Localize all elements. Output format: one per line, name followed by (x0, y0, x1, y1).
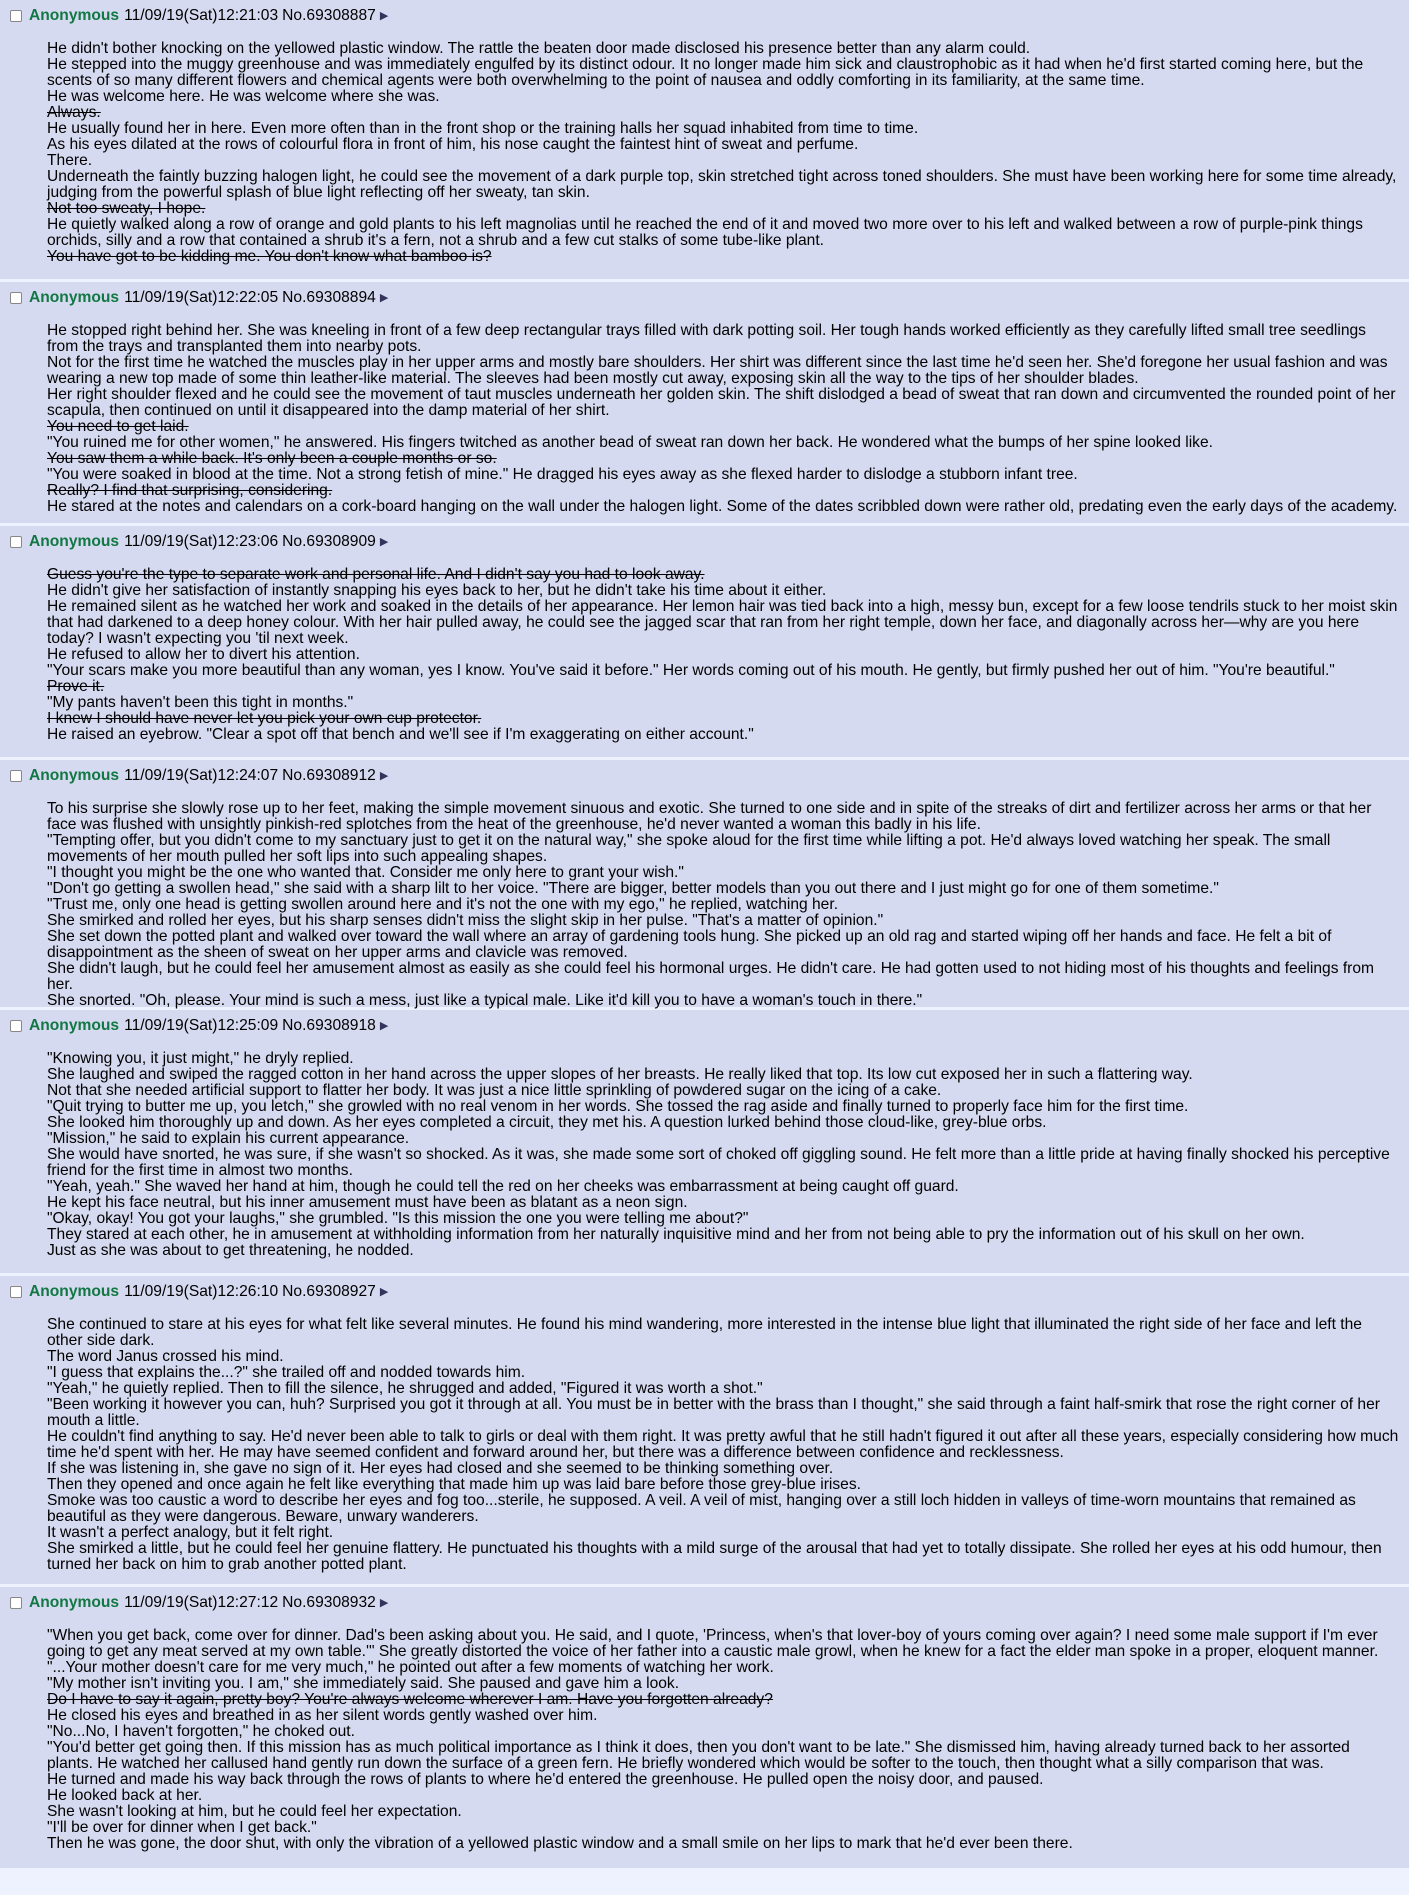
post-select-checkbox[interactable] (10, 292, 22, 304)
spoiler-line: You have got to be kidding me. You don't know what bamboo is? (47, 248, 492, 265)
message-line: She didn't laugh, but he could feel her amusement almost as easily as she could feel his hormonal urges. He didn't care. He had gotten used to not hiding most of his thoughts and feelings from her. (47, 960, 1375, 993)
message-line: He looked back at her. (47, 1787, 203, 1804)
message-line: He kept his face neutral, but his inner amusement must have been as blatant as a neon sign. (47, 1194, 688, 1211)
post-datetime: 11/09/19(Sat)12:23:06 (124, 533, 279, 550)
poster-name: Anonymous (29, 767, 120, 784)
post-select-checkbox[interactable] (10, 1286, 22, 1298)
post-select-checkbox[interactable] (10, 1020, 22, 1032)
message-line: Not for the first time he watched the muscles play in her upper arms and mostly bare shoulders. Her shirt was different since the last time he'd seen her. She'd foregone her usual fashion and was wearing a new top made of some thin leather-like material. The sleeves had been mostly cut away, exposing skin all the way to the tips of her shoulder blades. (47, 354, 1388, 387)
post (0, 282, 1409, 526)
message-line: She would have snorted, he was sure, if she wasn't so shocked. As it was, she made some sort of choked off giggling sound. He felt more than a little pride at having finally shocked his perceptive friend for the first time in almost two months. (47, 1146, 1390, 1179)
message-line: Underneath the faintly buzzing halogen light, he could see the movement of a dark purple top, skin stretched tight across toned shoulders. She must have been working here for some time already, judging from the powerful splash of blue light reflecting off her sweaty, tan skin. (47, 168, 1397, 201)
poster-name: Anonymous (29, 1594, 120, 1611)
post (0, 1276, 1409, 1587)
message-line: Her right shoulder flexed and he could see the movement of taut muscles underneath her golden skin. The shift dislodged a bead of sweat that ran down and circumvented the rounded point of her scapula, then continued on until it disappeared into the damp material of her shirt. (47, 386, 1396, 419)
post-number-link[interactable]: No.69308927 (282, 1283, 376, 1300)
post-menu-arrow-icon[interactable]: ▶ (379, 1597, 389, 1609)
message-line: "My pants haven't been this tight in months." (47, 694, 354, 711)
message-line: He stopped right behind her. She was kneeling in front of a few deep rectangular trays filled with dark potting soil. Her tough hands worked efficiently as they carefully lifted small tree seedlings from the trays and transplanted them into nearby pots. (47, 322, 1366, 355)
poster-name: Anonymous (29, 289, 120, 306)
post-number-link[interactable]: No.69308912 (282, 767, 376, 784)
spoiler-line: Guess you're the type to separate work and personal life. And I didn't say you had to look away. (47, 566, 705, 583)
post-info (8, 5, 1399, 27)
spoiler-line: You saw them a while back. It's only been a couple months or so. (47, 450, 497, 467)
post-menu-arrow-icon[interactable]: ▶ (379, 536, 389, 548)
post-message (47, 1051, 1399, 1259)
message-line: He stared at the notes and calendars on a cork-board hanging on the wall under the halogen light. Some of the dates scribbled down were rather old, predating even the early days of the academy. (47, 498, 1398, 515)
post-info (8, 1015, 1399, 1037)
message-line: The word Janus crossed his mind. (47, 1348, 284, 1365)
message-line: She set down the potted plant and walked over toward the wall where an array of gardening tools hung. She picked up an old rag and started wiping off her hands and face. He felt a bit of disappointment as the sheen of sweat on her upper arms and clavicle was removed. (47, 928, 1332, 961)
message-line: "I guess that explains the...?" she trailed off and nodded towards him. (47, 1364, 526, 1381)
message-line: Then they opened and once again he felt like everything that made him up was laid bare before those grey-blue irises. (47, 1476, 861, 1493)
post (0, 526, 1409, 760)
message-line: "You ruined me for other women," he answered. His fingers twitched as another bead of sweat ran down her back. He wondered what the bumps of her spine looked like. (47, 434, 1213, 451)
message-line: She wasn't looking at him, but he could feel her expectation. (47, 1803, 462, 1820)
post-info (8, 1592, 1399, 1614)
message-line: He couldn't find anything to say. He'd never been able to talk to girls or deal with them right. It was pretty awful that he still hadn't figured it out after all these years, especially considering how much time he'd spent with her. He may have seemed confident and forward around her, but there was a difference between confidence and recklessness. (47, 1428, 1399, 1461)
message-line: "Don't go getting a swollen head," she said with a sharp lilt to her voice. "There are bigger, better models than you out there and I just might go for one of them sometime." (47, 880, 1219, 897)
post-info (8, 531, 1399, 553)
post-select-checkbox[interactable] (10, 536, 22, 548)
spoiler-line: Do I have to say it again, pretty boy? You're always welcome wherever I am. Have you forgotten already? (47, 1691, 773, 1708)
post (0, 1587, 1409, 1871)
post-message (47, 323, 1399, 515)
message-line: He remained silent as he watched her work and soaked in the details of her appearance. Her lemon hair was tied back into a high, messy bun, except for a few loose tendrils stuck to her moist skin that had darkened to a deep honey colour. With her hair pulled away, he could see the jagged scar that ran from her right temple, down her face, and diagonally across her—why are you here today? I wasn't expecting you 'til next week. (47, 598, 1398, 647)
message-line: "Okay, okay! You got your laughs," she grumbled. "Is this mission the one you were telling me about?" (47, 1210, 749, 1227)
post-menu-arrow-icon[interactable]: ▶ (379, 770, 389, 782)
message-line: As his eyes dilated at the rows of colourful flora in front of him, his nose caught the faintest hint of sweat and perfume. (47, 136, 859, 153)
message-line: He didn't bother knocking on the yellowed plastic window. The rattle the beaten door made disclosed his presence better than any alarm could. (47, 40, 1031, 57)
post-info (8, 765, 1399, 787)
spoiler-line: I knew I should have never let you pick your own cup protector. (47, 710, 482, 727)
message-line: Then he was gone, the door shut, with only the vibration of a yellowed plastic window and a small smile on her lips to mark that he'd ever been there. (47, 1835, 1073, 1852)
post-datetime: 11/09/19(Sat)12:26:10 (124, 1283, 279, 1300)
spoiler-line: Really? I find that surprising, considering. (47, 482, 333, 499)
post-select-checkbox[interactable] (10, 10, 22, 22)
post-number-link[interactable]: No.69308887 (282, 7, 376, 24)
post-menu-arrow-icon[interactable]: ▶ (379, 292, 389, 304)
message-line: He closed his eyes and breathed in as her silent words gently washed over him. (47, 1707, 598, 1724)
spoiler-line: Prove it. (47, 678, 105, 695)
message-line: He didn't give her satisfaction of instantly snapping his eyes back to her, but he didn't take his time about it either. (47, 582, 827, 599)
message-line: If she was listening in, she gave no sign of it. Her eyes had closed and she seemed to be thinking something over. (47, 1460, 834, 1477)
poster-name: Anonymous (29, 533, 120, 550)
message-line: "Yeah," he quietly replied. Then to fill the silence, he shrugged and added, "Figured it was worth a shot." (47, 1380, 763, 1397)
message-line: She snorted. "Oh, please. Your mind is such a mess, just like a typical male. Like it'd kill you to have a woman's touch in there." (47, 992, 923, 1009)
post-message (47, 41, 1399, 265)
post (0, 760, 1409, 1010)
post-datetime: 11/09/19(Sat)12:24:07 (124, 767, 279, 784)
post-message (47, 1317, 1399, 1573)
message-line: To his surprise she slowly rose up to her feet, making the simple movement sinuous and exotic. She turned to one side and in spite of the streaks of dirt and fertilizer across her arms or that her face was flushed with unsightly pinkish-red splotches from the heat of the greenhouse, he'd never wanted a woman this badly in his life. (47, 800, 1372, 833)
message-line: He quietly walked along a row of orange and gold plants to his left magnolias until he reached the end of it and moved two more over to his left and walked between a row of purple-pink things orchids, silly and a row that contained a shrub it's a fern, not a shrub and a few cut stalks of some tube-like plant. (47, 216, 1363, 249)
message-line: "Tempting offer, but you didn't come to my sanctuary just to get it on the natural way," she spoke aloud for the first time while lifting a pot. He'd always loved watching her speak. The small movements of her mouth pulled her soft lips into such appealing shapes. (47, 832, 1331, 865)
post-menu-arrow-icon[interactable]: ▶ (379, 1286, 389, 1298)
message-line: "...Your mother doesn't care for me very much," he pointed out after a few moments of watching her work. (47, 1659, 774, 1676)
post-info (8, 287, 1399, 309)
spoiler-line: You need to get laid. (47, 418, 189, 435)
message-line: "Knowing you, it just might," he dryly replied. (47, 1050, 354, 1067)
post-menu-arrow-icon[interactable]: ▶ (379, 10, 389, 22)
post-datetime: 11/09/19(Sat)12:27:12 (124, 1594, 279, 1611)
message-line: He raised an eyebrow. "Clear a spot off that bench and we'll see if I'm exaggerating on either account." (47, 726, 754, 743)
poster-name: Anonymous (29, 1283, 120, 1300)
post-menu-arrow-icon[interactable]: ▶ (379, 1020, 389, 1032)
message-line: He usually found her in here. Even more often than in the front shop or the training halls her squad inhabited from time to time. (47, 120, 919, 137)
message-line: "No...No, I haven't forgotten," he choked out. (47, 1723, 355, 1740)
post-datetime: 11/09/19(Sat)12:25:09 (124, 1017, 279, 1034)
post-number-link[interactable]: No.69308932 (282, 1594, 376, 1611)
poster-name: Anonymous (29, 7, 120, 24)
message-line: "Mission," he said to explain his current appearance. (47, 1130, 410, 1147)
post-message (47, 1628, 1399, 1852)
message-line: She continued to stare at his eyes for what felt like several minutes. He found his mind wandering, more interested in the intense blue light that illuminated the right side of her face and left the other side dark. (47, 1316, 1362, 1349)
message-line: He stepped into the muggy greenhouse and was immediately engulfed by its distinct odour. It no longer made him sick and claustrophobic as it had when he'd first started coming here, but the scents of so many different flowers and chemical agents were both overwhelming to the point of nausea and oddly comforting in its familiarity, at the same time. (47, 56, 1364, 89)
message-line: "I'll be over for dinner when I get back." (47, 1819, 317, 1836)
post-select-checkbox[interactable] (10, 770, 22, 782)
message-line: "When you get back, come over for dinner. Dad's been asking about you. He said, and I quote, 'Princess, when's that lover-boy of yours coming over again? I need some male support if I'm ever going to get any meat served at my own table.'" She greatly distorted the voice of her father into a caustic male growl, when he knew for a fact the elder man spoke in a proper, eloquent manner. (47, 1627, 1379, 1660)
message-line: "Been working it however you can, huh? Surprised you got it through at all. You must be in better with the brass than I thought," she said through a faint half-smirk that rose the right corner of her mouth a little. (47, 1396, 1380, 1429)
message-line: She smirked a little, but he could feel her genuine flattery. He punctuated his thoughts with a mild surge of the arousal that had yet to totally dissipate. She rolled her eyes at his odd humour, then turned her back on him to grab another potted plant. (47, 1540, 1382, 1573)
message-line: "I thought you might be the one who wanted that. Consider me only here to grant your wish." (47, 864, 684, 881)
post-datetime: 11/09/19(Sat)12:22:05 (124, 289, 279, 306)
message-line: He turned and made his way back through the rows of plants to where he'd entered the greenhouse. He pulled open the noisy door, and paused. (47, 1771, 1044, 1788)
message-line: "Yeah, yeah." She waved her hand at him, though he could tell the red on her cheeks was embarrassment at being caught off guard. (47, 1178, 959, 1195)
message-line: He was welcome here. He was welcome where she was. (47, 88, 440, 105)
message-line: "Quit trying to butter me up, you letch," she growled with no real venom in her words. She tossed the rag aside and finally turned to properly face him for the first time. (47, 1098, 1189, 1115)
post-select-checkbox[interactable] (10, 1597, 22, 1609)
post-number-link[interactable]: No.69308894 (282, 289, 376, 306)
message-line: Not that she needed artificial support to flatter her body. It was just a nice little sprinkling of powdered sugar on the icing of a cake. (47, 1082, 942, 1099)
message-line: They stared at each other, he in amusement at withholding information from her naturally inquisitive mind and her from not being able to pry the information out of his skull on her own. (47, 1226, 1305, 1243)
spoiler-line: Not too sweaty, I hope. (47, 200, 206, 217)
message-line: "Trust me, only one head is getting swollen around here and it's not the one with my ego," he replied, watching her. (47, 896, 839, 913)
message-line: "My mother isn't inviting you. I am," she immediately said. She paused and gave him a look. (47, 1675, 680, 1692)
post-info (8, 1281, 1399, 1303)
message-line: She laughed and swiped the ragged cotton in her hand across the upper slopes of her breasts. He really liked that top. Its low cut exposed her in such a flattering way. (47, 1066, 1193, 1083)
message-line: "Your scars make you more beautiful than any woman, yes I know. You've said it before." Her words coming out of his mouth. He gently, but firmly pushed her out of him. "You're beautiful." (47, 662, 1335, 679)
message-line: She looked him thoroughly up and down. As her eyes completed a circuit, they met his. A question lurked behind those cloud-like, grey-blue orbs. (47, 1114, 1047, 1131)
post (0, 1010, 1409, 1276)
post (0, 0, 1409, 282)
message-line: He refused to allow her to divert his attention. (47, 646, 360, 663)
poster-name: Anonymous (29, 1017, 120, 1034)
post-number-link[interactable]: No.69308909 (282, 533, 376, 550)
message-line: There. (47, 152, 93, 169)
post-message (47, 801, 1399, 1009)
message-line: "You were soaked in blood at the time. Not a strong fetish of mine." He dragged his eyes away as she flexed harder to dislodge a stubborn infant tree. (47, 466, 1078, 483)
post-datetime: 11/09/19(Sat)12:21:03 (124, 7, 279, 24)
post-number-link[interactable]: No.69308918 (282, 1017, 376, 1034)
post-message (47, 567, 1399, 743)
message-line: Just as she was about to get threatening, he nodded. (47, 1242, 414, 1259)
message-line: She smirked and rolled her eyes, but his sharp senses didn't miss the slight skip in her pulse. "That's a matter of opinion." (47, 912, 884, 929)
spoiler-line: Always. (47, 104, 101, 121)
message-line: It wasn't a perfect analogy, but it felt right. (47, 1524, 334, 1541)
message-line: Smoke was too caustic a word to describe her eyes and fog too...sterile, he supposed. A veil. A veil of mist, hanging over a still loch hidden in valleys of time-worn mountains that remained as beautiful as they were dangerous. Beware, unwary wanderers. (47, 1492, 1356, 1525)
message-line: "You'd better get going then. If this mission has as much political importance as I think it does, then you don't want to be late." She dismissed him, having already turned back to her assorted plants. He watched her callused hand gently run down the surface of a green fern. He briefly wondered which would be softer to the touch, then thought what a silly comparison that was. (47, 1739, 1350, 1772)
